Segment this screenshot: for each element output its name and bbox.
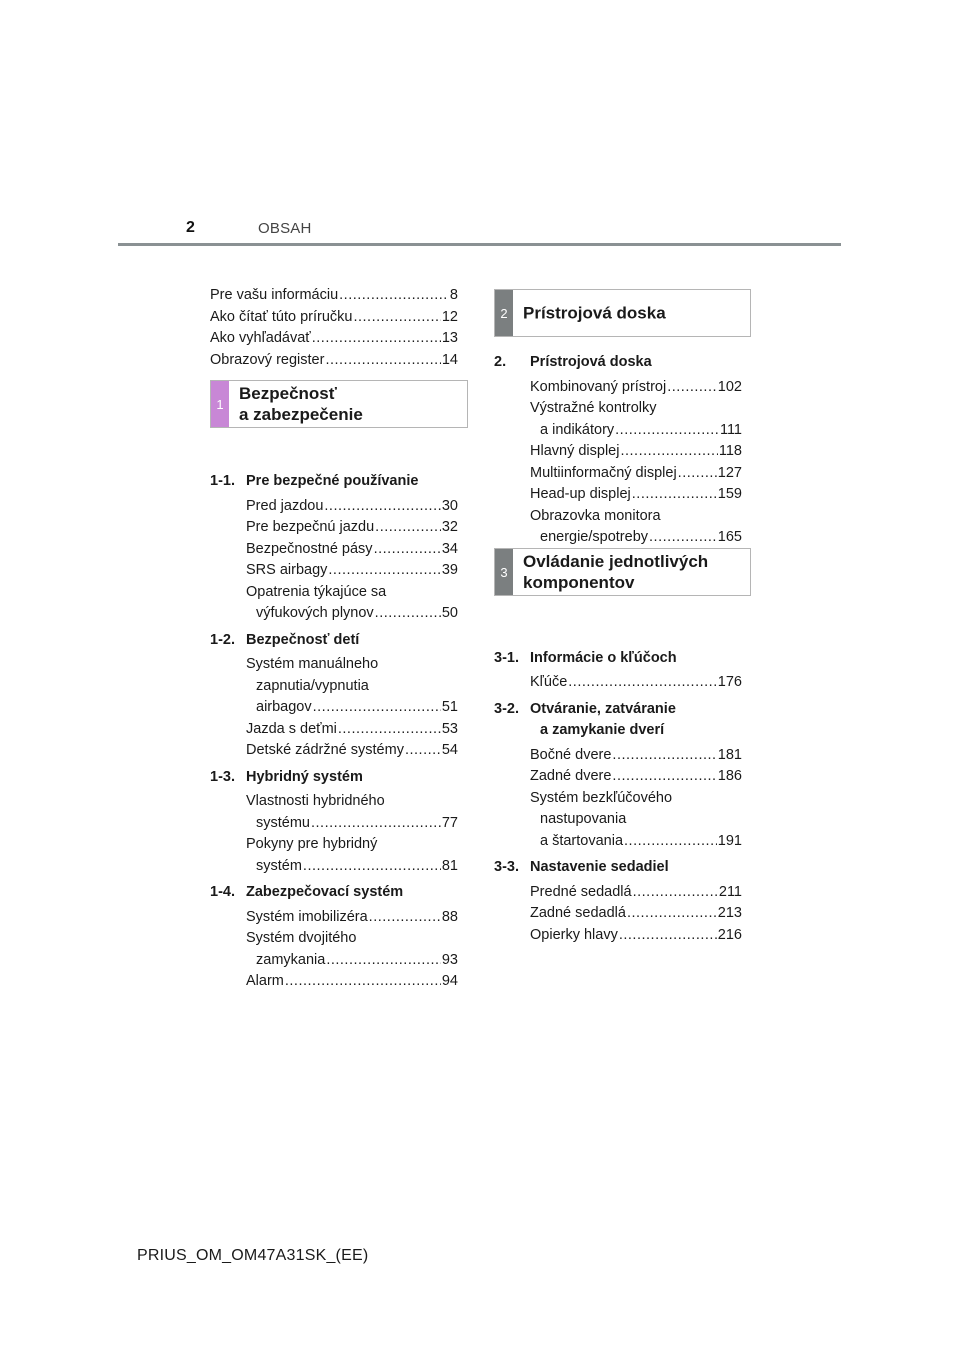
toc-line-page: 213 [717, 905, 742, 921]
toc-line-text: nastupovania [540, 811, 627, 827]
toc-line-page: 53 [441, 720, 458, 737]
toc-line-page: 111 [719, 421, 742, 438]
toc-line-title: Head-up displej [530, 486, 631, 502]
toc-item[interactable] [530, 377, 742, 399]
toc-line-page: 51 [441, 699, 458, 715]
chapter-2-tab: 2 [495, 290, 513, 336]
section-number: 2. [494, 354, 507, 370]
toc-item[interactable] [530, 882, 742, 904]
section-heading [210, 630, 458, 652]
page-number: 2 [186, 219, 195, 236]
toc-item[interactable] [530, 925, 742, 947]
toc-line-title: Jazda s deťmi [246, 720, 337, 737]
toc-item[interactable] [530, 788, 742, 853]
toc-line-wrap [246, 697, 458, 719]
toc-line-wrap [246, 856, 458, 878]
intro-entry-title: Pre vašu informáciu [210, 287, 339, 303]
section-number: 3-1. [494, 649, 519, 666]
toc-line[interactable] [246, 560, 458, 582]
toc-line[interactable] [530, 882, 742, 904]
toc-item[interactable] [246, 560, 458, 582]
toc-line-text: Systém dvojitého [246, 930, 357, 946]
toc-line-text: Opatrenia týkajúce sa [246, 583, 387, 600]
section-heading [494, 352, 742, 374]
section-name: Nastavenie sedadiel [530, 859, 669, 875]
chapter-1-title-line2: a zabezpečenie [239, 405, 363, 424]
toc-line[interactable] [530, 745, 742, 767]
leader-dots [325, 350, 440, 372]
toc-line[interactable] [530, 925, 742, 947]
chapter-3-title-line1: Ovládanie jednotlivých [523, 552, 709, 571]
toc-line-title: Detské zádržné systémy [246, 742, 404, 758]
toc-line-title: zamykania [256, 951, 326, 968]
toc-line-title: Zadné sedadlá [530, 905, 626, 921]
leader-dots [667, 377, 717, 399]
toc-line-page: 186 [717, 768, 742, 784]
section-heading [494, 857, 742, 879]
leader-dots [353, 307, 440, 329]
toc-line[interactable] [246, 539, 458, 561]
toc-line-text: Výstražné kontrolky [530, 400, 657, 416]
toc-item[interactable] [530, 484, 742, 506]
toc-item[interactable] [530, 398, 742, 441]
toc-line-page: 54 [441, 742, 458, 758]
toc-line-wrap [246, 603, 458, 625]
toc-line-page: 30 [441, 497, 458, 514]
section-name: Prístrojová doska [530, 354, 652, 370]
toc-line-wrap [246, 813, 458, 835]
toc-line[interactable] [530, 484, 742, 506]
toc-line-wrap [530, 831, 742, 853]
document-code: PRIUS_OM_OM47A31SK_(EE) [137, 1247, 369, 1264]
spacer [494, 852, 742, 855]
intro-entry[interactable] [210, 350, 458, 372]
toc-line-text: Systém manuálneho [246, 656, 379, 672]
toc-line-page: 34 [441, 540, 458, 557]
toc-line-page: 118 [718, 443, 742, 459]
toc-item[interactable] [530, 672, 742, 694]
toc-line-page: 159 [717, 486, 742, 502]
toc-line-title: výfukových plynov [256, 605, 374, 621]
toc-line-title: Hlavný displej [530, 443, 620, 459]
intro-entry[interactable] [210, 307, 458, 329]
toc-line-text: Pokyny pre hybridný [246, 836, 378, 852]
toc-line-title: Alarm [246, 973, 284, 989]
toc-line-title: a štartovania [540, 832, 624, 849]
leader-dots [374, 539, 441, 561]
toc-line[interactable] [540, 527, 742, 549]
toc-item[interactable] [530, 463, 742, 485]
toc-item[interactable] [246, 928, 458, 971]
intro-entry-page: 14 [441, 351, 458, 368]
toc-line-page: 176 [717, 674, 742, 690]
toc-line-page: 50 [441, 605, 458, 621]
toc-line-wrap [530, 420, 742, 442]
leader-dots [612, 766, 716, 788]
toc-line[interactable] [530, 672, 742, 694]
section-name: Hybridný systém [246, 768, 363, 785]
chapter-1-tab: 1 [211, 381, 229, 427]
toc-line[interactable] [256, 950, 458, 972]
toc-line-title: a indikátory [540, 421, 615, 438]
intro-entry-page: 12 [441, 308, 458, 325]
leader-dots [285, 971, 441, 993]
leader-dots [328, 560, 440, 582]
section-name: Otváranie, zatváranie [530, 700, 676, 717]
toc-line-page: 32 [441, 519, 458, 535]
leader-dots [649, 527, 717, 549]
section-name: Zabezpečovací systém [246, 884, 404, 900]
intro-list [210, 285, 458, 371]
toc-line-title: Pre bezpečnú jazdu [246, 519, 375, 535]
chapter-1-sections [210, 471, 458, 993]
toc-line[interactable] [256, 813, 458, 835]
section-number: 3-3. [494, 859, 519, 875]
toc-line-title: systému [256, 814, 310, 831]
toc-item[interactable] [246, 496, 458, 518]
toc-line[interactable] [246, 971, 458, 993]
toc-item[interactable] [246, 654, 458, 719]
toc-line[interactable] [540, 420, 742, 442]
chapter-3-tab: 3 [495, 549, 513, 595]
toc-line-title: Kombinovaný prístroj [530, 378, 667, 395]
toc-item[interactable] [246, 539, 458, 561]
chapter-2-heading[interactable] [494, 289, 751, 337]
toc-line-title: Predné sedadlá [530, 883, 632, 900]
toc-right-column [494, 350, 742, 946]
leader-dots [632, 484, 717, 506]
section-name: Bezpečnosť detí [246, 631, 360, 648]
toc-line[interactable] [530, 377, 742, 399]
intro-entry-title: Ako vyhľadávať [210, 330, 311, 346]
toc-line-text: Vlastnosti hybridného [246, 793, 385, 809]
leader-dots [620, 441, 717, 463]
chapter-1-title [239, 383, 363, 425]
section-name-cont: a zamykanie dverí [540, 722, 665, 738]
page-header-title: OBSAH [258, 220, 312, 237]
toc-item[interactable] [246, 719, 458, 741]
toc-item[interactable] [246, 740, 458, 762]
leader-dots [338, 719, 441, 741]
toc-line-text: Obrazovka monitora [530, 507, 661, 524]
header-divider [118, 243, 841, 246]
spacer [210, 625, 458, 628]
leader-dots [612, 745, 716, 767]
section-heading [210, 471, 458, 493]
toc-item[interactable] [246, 517, 458, 539]
leader-dots [678, 463, 717, 485]
toc-item[interactable] [246, 791, 458, 834]
toc-line-title: airbagov [256, 699, 312, 715]
toc-line-wrap [246, 950, 458, 972]
leader-dots [615, 420, 719, 442]
toc-line-title: Multiinformačný displej [530, 464, 677, 481]
toc-line-title: Systém imobilizéra [246, 908, 368, 925]
leader-dots [624, 831, 717, 853]
section-number: 1-2. [210, 631, 235, 648]
intro-entry-page: 8 [449, 287, 458, 303]
chapter-3-sections [494, 648, 742, 947]
intro-entry[interactable] [210, 328, 458, 350]
section-number: 3-2. [494, 700, 519, 717]
leader-dots [375, 603, 441, 625]
toc-line[interactable] [530, 463, 742, 485]
toc-item[interactable] [246, 582, 458, 625]
chapter-1-heading[interactable] [210, 380, 468, 428]
toc-item[interactable] [246, 907, 458, 929]
toc-line[interactable] [530, 441, 742, 463]
section-name: Informácie o kľúčoch [530, 649, 677, 666]
toc-line[interactable] [246, 496, 458, 518]
toc-line-title: Opierky hlavy [530, 926, 618, 943]
toc-line-page: 93 [441, 951, 458, 968]
toc-line-page: 211 [718, 883, 742, 900]
leader-dots [568, 672, 717, 694]
toc-line-title: Zadné dvere [530, 768, 612, 784]
toc-line-title: systém [256, 857, 302, 874]
leader-dots [303, 856, 441, 878]
toc-line-title: Kľúče [530, 674, 568, 690]
toc-line-page: 94 [441, 973, 458, 989]
toc-line[interactable] [540, 831, 742, 853]
toc-item[interactable] [530, 506, 742, 549]
toc-line[interactable] [256, 697, 458, 719]
toc-item[interactable] [530, 766, 742, 788]
toc-line-title: energie/spotreby [540, 529, 649, 545]
leader-dots [312, 328, 441, 350]
toc-line-wrap [530, 527, 742, 549]
toc-line[interactable] [246, 740, 458, 762]
leader-dots [627, 903, 717, 925]
leader-dots [369, 907, 441, 929]
toc-line-title: SRS airbagy [246, 562, 328, 578]
intro-entry-page: 13 [441, 330, 458, 346]
toc-line-page: 191 [717, 832, 742, 849]
section-heading [494, 699, 742, 721]
chapter-3-title-line2: komponentov [523, 573, 635, 592]
toc-item[interactable] [246, 834, 458, 877]
toc-line-title: Bočné dvere [530, 746, 612, 763]
section-number: 1-4. [210, 884, 235, 900]
leader-dots [619, 925, 717, 947]
leader-dots [313, 697, 441, 719]
chapter-1-title-line1: Bezpečnosť [239, 384, 337, 403]
section-name: Pre bezpečné používanie [246, 473, 419, 489]
toc-line-page: 181 [717, 746, 742, 763]
toc-item[interactable] [530, 903, 742, 925]
chapter-2-sections [494, 352, 742, 549]
toc-item[interactable] [530, 745, 742, 767]
toc-line-page: 88 [441, 908, 458, 925]
toc-line-page: 165 [717, 529, 742, 545]
toc-line-page: 81 [441, 857, 458, 874]
leader-dots [633, 882, 718, 904]
leader-dots [326, 950, 441, 972]
intro-entry-title: Obrazový register [210, 351, 325, 368]
toc-line[interactable] [256, 856, 458, 878]
leader-dots [375, 517, 441, 539]
toc-line-page: 127 [717, 464, 742, 481]
section-heading [494, 648, 742, 670]
intro-entry[interactable] [210, 285, 458, 307]
toc-line[interactable] [246, 719, 458, 741]
leader-dots [339, 285, 449, 307]
toc-line-title: Bezpečnostné pásy [246, 540, 373, 557]
toc-line-text: Systém bezkľúčového [530, 789, 673, 806]
leader-dots [324, 496, 440, 518]
intro-entry-title: Ako čítať túto príručku [210, 308, 353, 325]
toc-line[interactable] [256, 603, 458, 625]
toc-line[interactable] [246, 517, 458, 539]
toc-line[interactable] [530, 766, 742, 788]
chapter-2-title [523, 303, 666, 324]
section-number: 1-3. [210, 768, 235, 785]
spacer [494, 694, 742, 697]
toc-item[interactable] [530, 441, 742, 463]
section-heading [210, 767, 458, 789]
toc-item[interactable] [246, 971, 458, 993]
section-heading [210, 882, 458, 904]
section-number: 1-1. [210, 473, 235, 489]
leader-dots [311, 813, 441, 835]
chapter-2-title-line1: Prístrojová doska [523, 303, 666, 323]
toc-line[interactable] [530, 903, 742, 925]
spacer [210, 877, 458, 880]
toc-line-text: zapnutia/vypnutia [256, 677, 369, 694]
toc-line-page: 77 [441, 814, 458, 831]
toc-line[interactable] [246, 907, 458, 929]
toc-line-title: Pred jazdou [246, 497, 324, 514]
toc-line-page: 39 [441, 562, 458, 578]
toc-line-page: 216 [717, 926, 742, 943]
leader-dots [405, 740, 441, 762]
toc-line-page: 102 [717, 378, 742, 395]
spacer [210, 762, 458, 765]
